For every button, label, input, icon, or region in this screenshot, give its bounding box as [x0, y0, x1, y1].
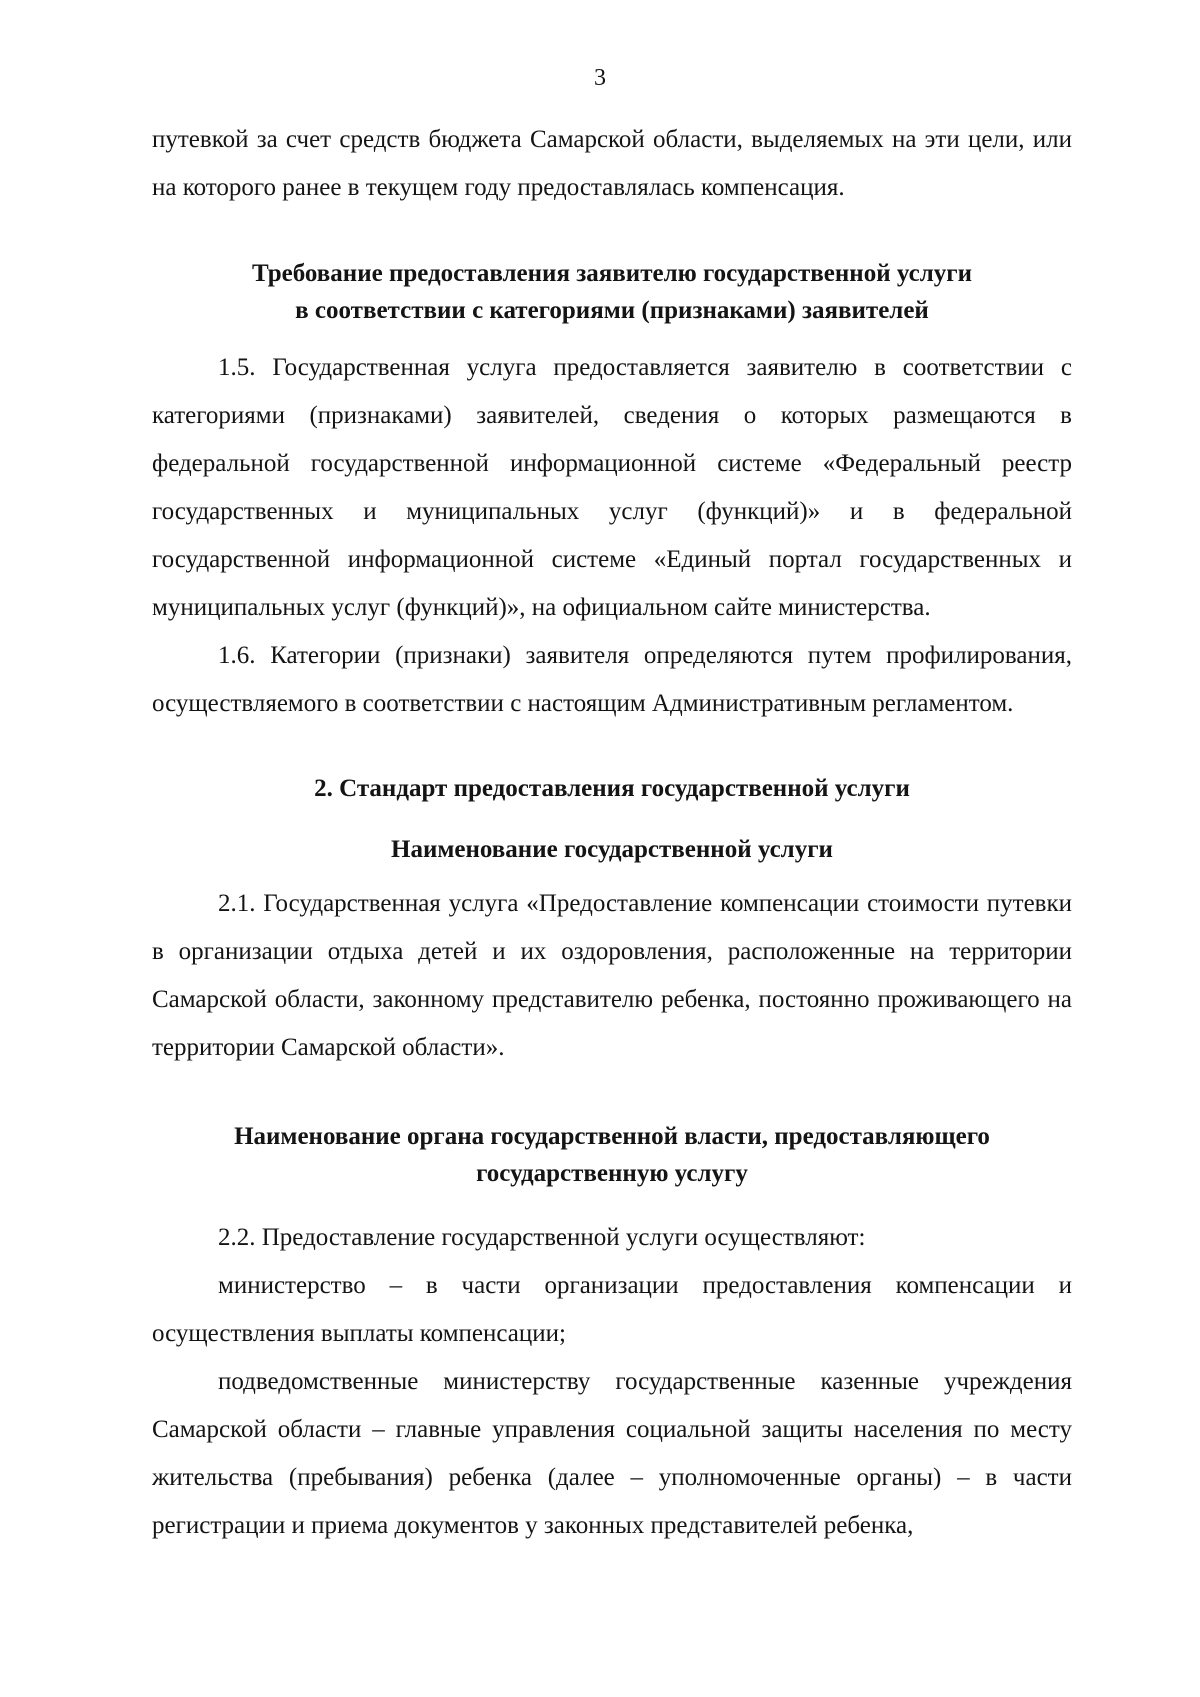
paragraph-continuation: путевкой за счет средств бюджета Самарской области, выделяемых на эти цели, или на которого ранее в текущем году предоставлялась компенсация.: [152, 126, 1072, 201]
heading-line: государственную услугу: [476, 1160, 748, 1187]
section-heading-authority: [152, 1118, 1072, 1192]
document-body: [152, 116, 1072, 1550]
paragraph-2-2-ministry: министерство – в части организации предоставления компенсации и осуществления выплаты компенсации;: [152, 1272, 1072, 1347]
paragraph-2-1: 2.1. Государственная услуга «Предоставление компенсации стоимости путевки в организации отдыха детей и их оздоровления, расположенные на территории Самарской области, законному представителю ребенка, постоянно проживающего на территории Самарской области».: [152, 890, 1072, 1061]
heading-line: Требование предоставления заявителю государственной услуги: [252, 260, 972, 287]
section-heading-service-name: Наименование государственной услуги: [391, 836, 833, 863]
paragraph-1-6: 1.6. Категории (признаки) заявителя определяются путем профилирования, осуществляемого в соответствии с настоящим Административным регламентом.: [152, 642, 1072, 717]
section-heading-requirement: [152, 255, 1072, 329]
heading-line: Наименование органа государственной власти, предоставляющего: [234, 1123, 990, 1150]
page-number: 3: [594, 65, 606, 91]
paragraph-2-2-institutions: подведомственные министерству государственные казенные учреждения Самарской области – главные управления социальной защиты населения по месту жительства (пребывания) ребенка (далее – уполномоченные органы) – в части регистрации и приема документов у законных представителей ребенка,: [152, 1368, 1072, 1539]
heading-line: в соответствии с категориями (признаками) заявителей: [295, 297, 929, 324]
paragraph-1-5: 1.5. Государственная услуга предоставляется заявителю в соответствии с категориями (признаками) заявителей, сведения о которых размещаются в федеральной государственной информационной системе «Федеральный реестр государственных и муниципальных услуг (функций)» и в федеральной государственной информационной системе «Единый портал государственных и муниципальных услуг (функций)», на официальном сайте министерства.: [152, 354, 1072, 621]
paragraph-2-2: 2.2. Предоставление государственной услуги осуществляют:: [218, 1224, 866, 1251]
section-heading-standard: 2. Стандарт предоставления государственной услуги: [314, 775, 910, 802]
